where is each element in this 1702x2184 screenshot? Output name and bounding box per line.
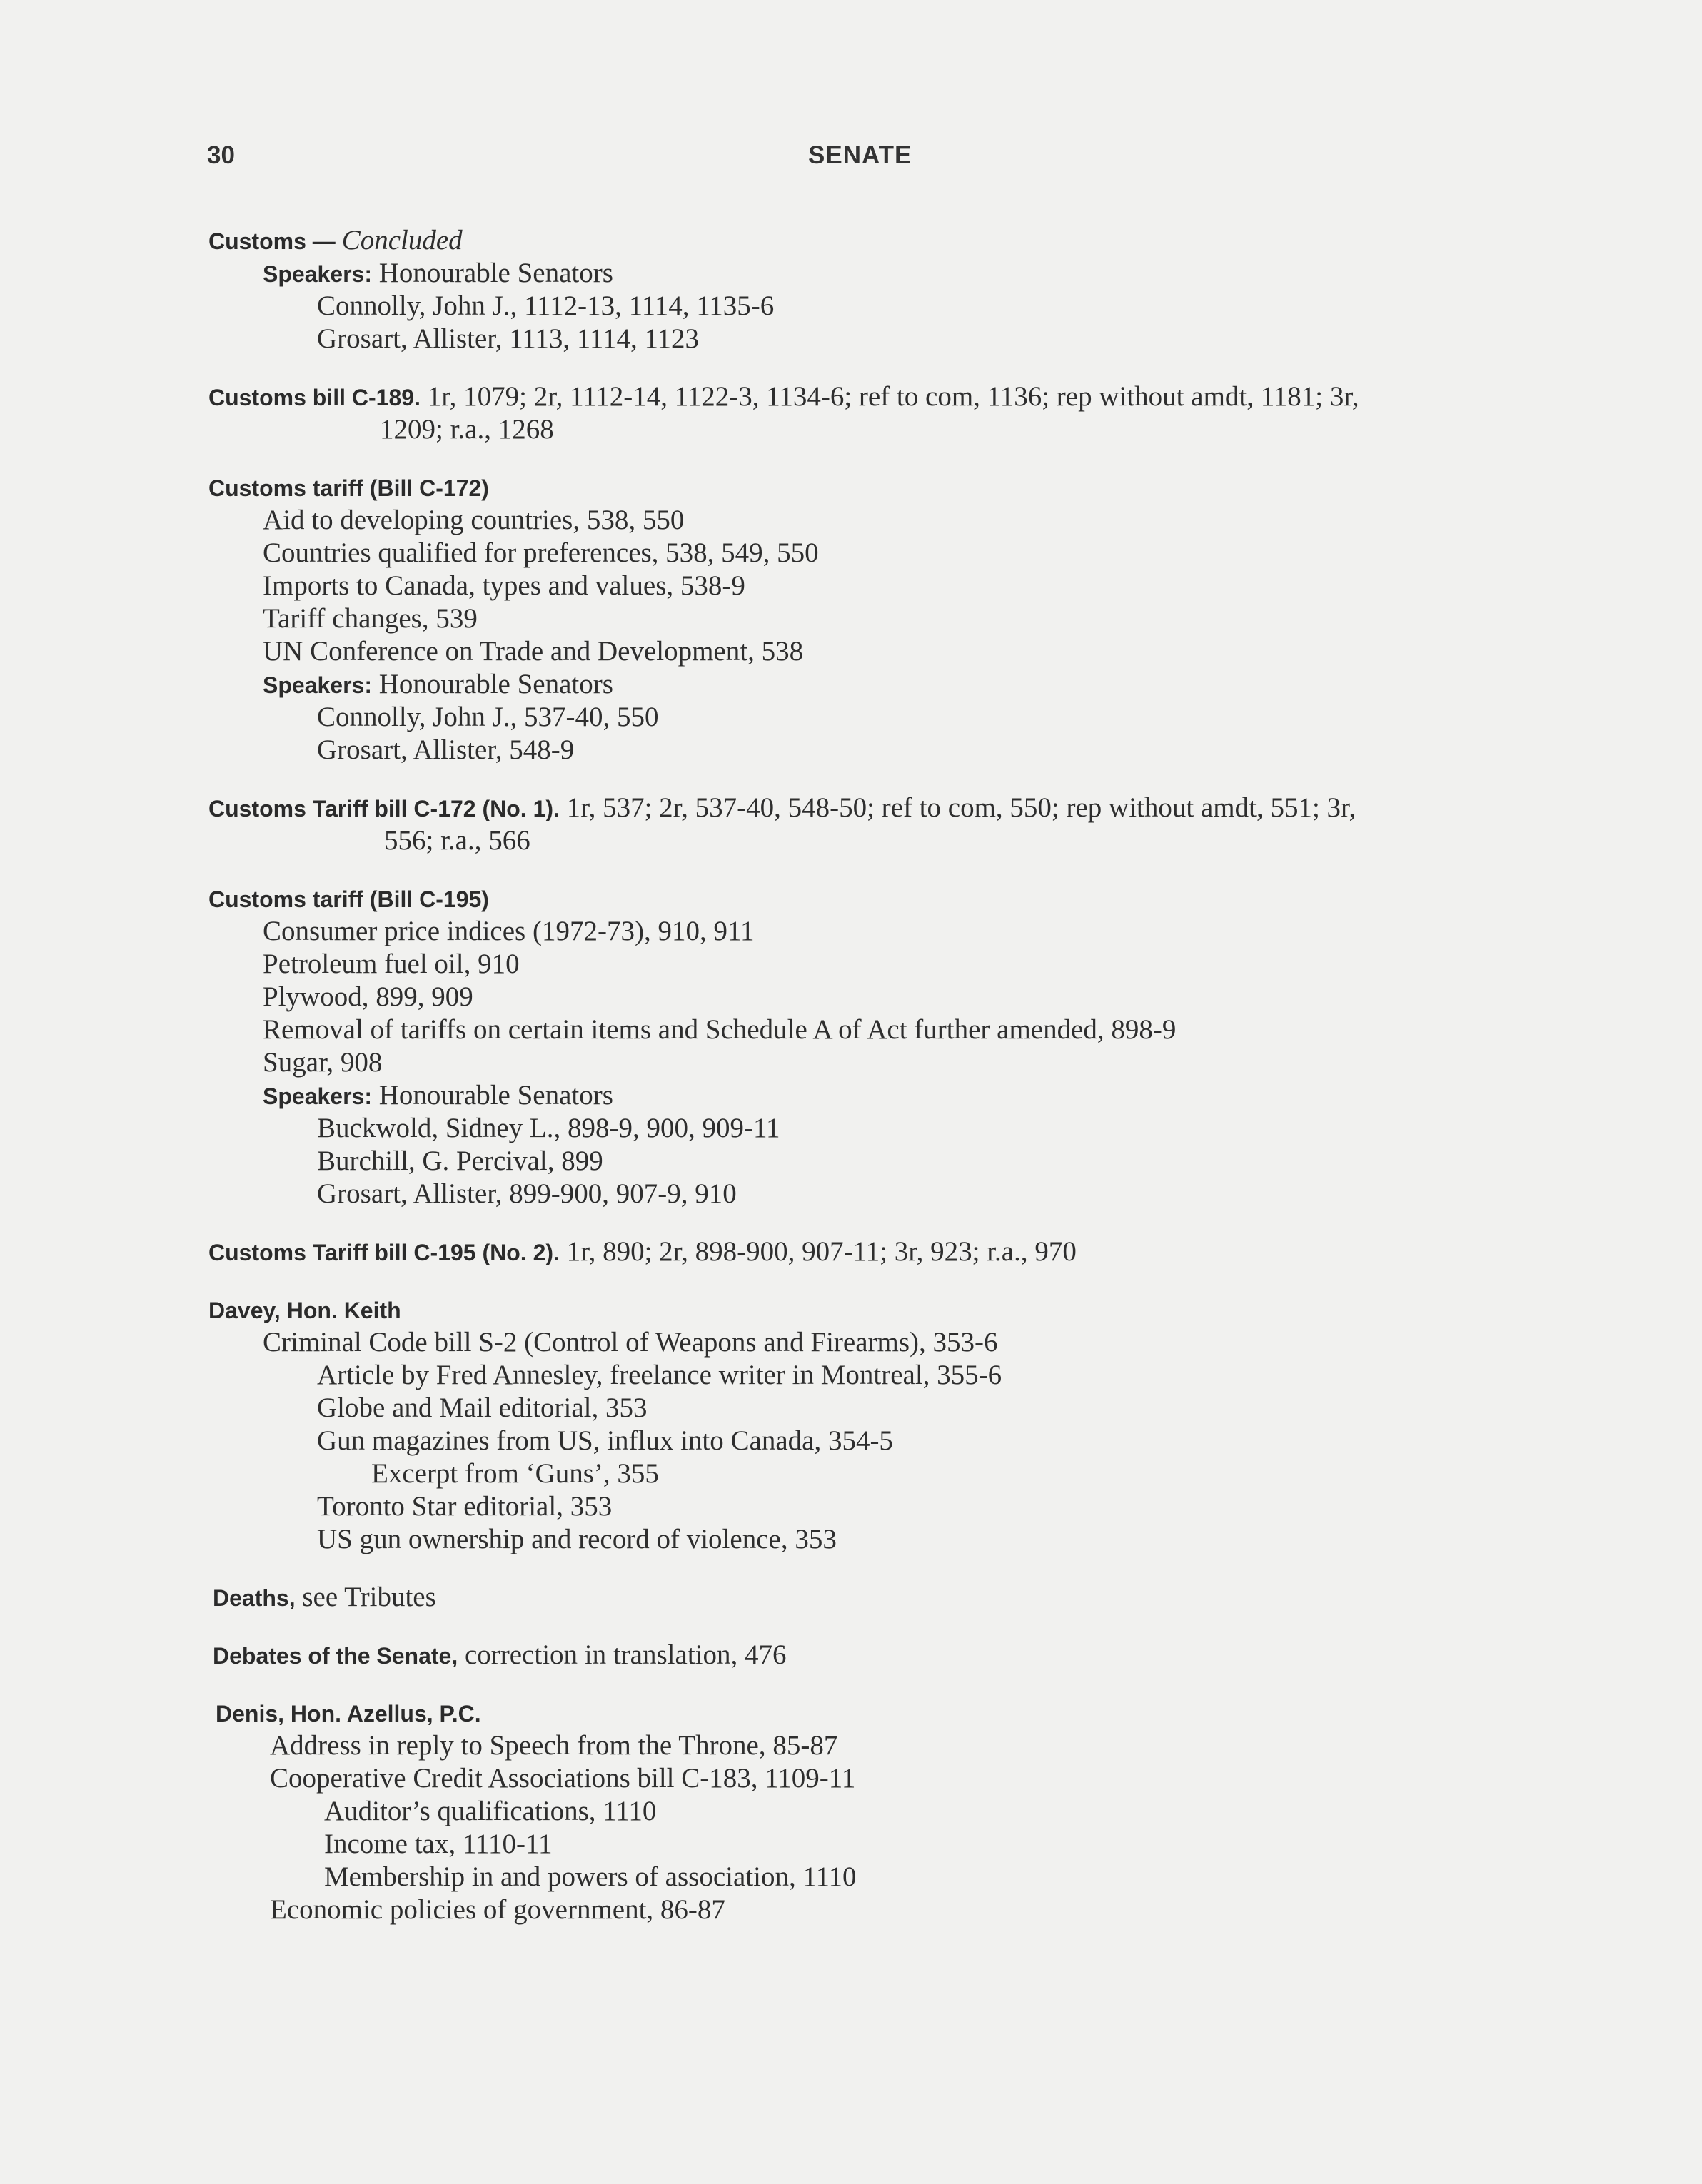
entry-text: correction in translation, 476 [458,1639,787,1670]
subentry: Economic policies of government, 86-87 [270,1894,725,1925]
subentry: Removal of tariffs on certain items and Schedule A of Act further amended, 898-9 [263,1014,1177,1045]
index-entry-deaths [208,1581,1515,1614]
speakers-text: Honourable Senators [371,258,613,288]
subentry: Countries qualified for preferences, 538, 549, 550 [263,537,819,568]
sub-subentry: Globe and Mail editorial, 353 [317,1392,648,1423]
speaker-item: Grosart, Allister, 899-900, 907-9, 910 [317,1178,737,1209]
entry-heading: Customs bill C-189. [208,385,421,410]
index-body [208,224,1515,1951]
entry-heading-line [216,1697,1515,1729]
speakers-line [208,257,1515,290]
index-entry-denis-azellus [208,1697,1515,1926]
index-entry-davey-keith [208,1293,1515,1556]
speaker-item: Burchill, G. Percival, 899 [317,1146,603,1176]
sub-subentry: Membership in and powers of association, 1110 [324,1861,857,1892]
entry-heading: Denis, Hon. Azellus, P.C. [216,1701,481,1727]
sub-subentry: Income tax, 1110-11 [324,1829,553,1859]
entry-heading: Customs tariff (Bill C-195) [208,886,489,912]
index-entry-customs-tariff-c195 [208,882,1515,1210]
heading-separator: — [306,228,342,254]
sub-subentry: US gun ownership and record of violence, 353 [317,1524,837,1554]
section-title: SENATE [808,141,912,169]
subentry: Tariff changes, 539 [263,603,478,634]
subentry: Criminal Code bill S-2 (Control of Weapons and Firearms), 353-6 [263,1327,998,1358]
entry-heading: Customs Tariff bill C-172 (No. 1). [208,796,560,821]
entry-heading-line [208,1581,1515,1614]
speakers-line [208,1079,1515,1112]
speakers-text: Honourable Senators [371,669,613,699]
entry-heading-line [208,380,1515,413]
entry-heading-line [208,471,1515,504]
sub-subentry: Article by Fred Annesley, freelance writer in Montreal, 355-6 [317,1360,1002,1390]
speaker-item: Grosart, Allister, 1113, 1114, 1123 [317,323,699,354]
entry-heading-line [208,1235,1515,1268]
index-entry-customs-bill-c189 [208,380,1515,446]
speaker-item: Connolly, John J., 537-40, 550 [317,702,659,732]
index-entry-customs-tariff-bill-c195 [208,1235,1515,1268]
subentry: Aid to developing countries, 538, 550 [263,505,685,535]
entry-heading-line [208,1293,1515,1326]
page-number: 30 [207,141,235,169]
entry-text: 1r, 537; 2r, 537-40, 548-50; ref to com, 550; rep without amdt, 551; 3r, [559,792,1356,823]
speakers-line [208,668,1515,701]
entry-text: 1r, 1079; 2r, 1112-14, 1122-3, 1134-6; ref to com, 1136; rep without amdt, 1181; 3r, [420,381,1359,412]
subentry: UN Conference on Trade and Development, 538 [263,636,804,667]
speakers-label: Speakers: [263,672,372,698]
speakers-label: Speakers: [263,1083,372,1109]
sub-subentry: Toronto Star editorial, 353 [317,1491,613,1522]
speaker-item: Grosart, Allister, 548-9 [317,734,575,765]
entry-heading: Customs [208,228,306,254]
entry-heading: Customs Tariff bill C-195 (No. 2). [208,1240,560,1265]
index-entry-customs-tariff-c172 [208,471,1515,767]
index-entry-customs-concluded [208,224,1515,355]
sub-subentry: Auditor’s qualifications, 1110 [324,1796,657,1826]
speaker-item: Connolly, John J., 1112-13, 1114, 1135-6 [317,290,775,321]
subentry: Cooperative Credit Associations bill C-183, 1109-11 [270,1763,856,1794]
entry-continuation: 1209; r.a., 1268 [380,414,554,445]
nested-subentry: Excerpt from ‘Guns’, 355 [371,1458,659,1489]
entry-heading-line [208,792,1515,824]
entry-continuation: 556; r.a., 566 [384,825,530,856]
entry-heading-line [208,1639,1515,1672]
sub-subentry: Gun magazines from US, influx into Canada, 354-5 [317,1425,893,1456]
subentry: Imports to Canada, types and values, 538-9 [263,570,745,601]
speakers-text: Honourable Senators [371,1080,613,1111]
subentry: Sugar, 908 [263,1047,383,1078]
entry-heading: Davey, Hon. Keith [208,1298,401,1323]
entry-heading: Customs tariff (Bill C-172) [208,475,489,501]
subentry: Petroleum fuel oil, 910 [263,949,520,979]
cross-reference: see Tributes [295,1582,436,1612]
entry-heading-line [208,224,1515,257]
entry-heading: Debates of the Senate, [213,1643,458,1669]
heading-continuation-label: Concluded [341,225,463,256]
subentry: Plywood, 899, 909 [263,981,473,1012]
subentry: Address in reply to Speech from the Throne, 85-87 [270,1730,838,1761]
entry-heading-line [208,882,1515,915]
entry-heading: Deaths, [213,1585,296,1611]
speakers-label: Speakers: [263,261,372,287]
subentry: Consumer price indices (1972-73), 910, 911 [263,916,755,946]
entry-text: 1r, 890; 2r, 898-900, 907-11; 3r, 923; r.a., 970 [559,1236,1077,1267]
index-entry-debates-of-the-senate [208,1639,1515,1672]
index-entry-customs-tariff-bill-c172 [208,792,1515,857]
running-head [207,141,1492,177]
speaker-item: Buckwold, Sidney L., 898-9, 900, 909-11 [317,1113,780,1143]
